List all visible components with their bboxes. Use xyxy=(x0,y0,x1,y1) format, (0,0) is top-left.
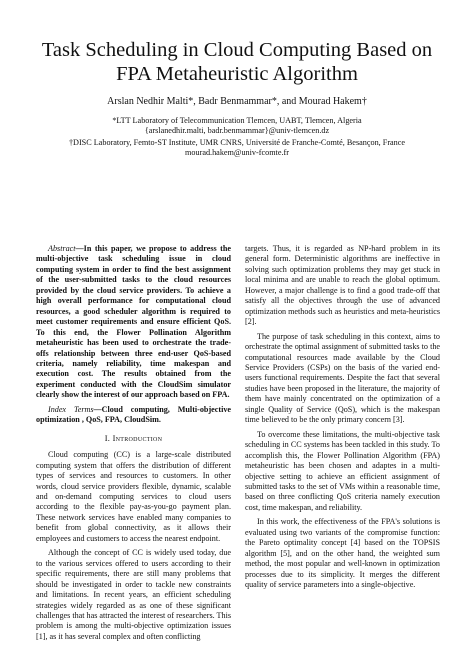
index-terms-label: Index Terms xyxy=(48,404,94,414)
affiliation-2-email: mourad.hakem@univ-fcomte.fr xyxy=(185,148,289,158)
intro-paragraph-1: Cloud computing (CC) is a large-scale distributed computing system that offers the distribution of different types of services and resources to customers. In other words, cloud service providers flexible, dynamic, scalable and on-demand computing services to cloud users according to the flexible pay-as-you-go payment plan. These network services have enabled many companies to benefit from global connectivity, as it allows their employees and customers to access the nearest endpoint. xyxy=(36,450,231,543)
abstract xyxy=(36,244,231,401)
intro-paragraph-2: Although the concept of CC is widely used today, due to the various services offered to users according to their specific requirements, there are still many problems that should be investigated in order to tackle new constraints and limitations. In recent years, an efficient scheduling strategies widely regarded as as one of these significant challenges that has attracted the interest of researchers. This problem is among the multi-objective optimization issues [1], as it has several complex and often conflicting xyxy=(36,548,231,641)
affiliation-1-email: {arslanedhir.malti, badr.benmammar}@univ-tlemcen.dz xyxy=(144,126,330,136)
intro-paragraph-4: To overcome these limitations, the multi-objective task scheduling in CC systems has been tackled in this study. To accomplish this, the Flower Pollination Algorithm (FPA) metaheuristic has been chosen and adaptes in a multi-objective setting to achieve an efficient assignment of submitted tasks to the set of VMs within a reasonable time, based on three conflicting QoS criteria namely execution cost, time makespan, and reliability. xyxy=(245,429,440,512)
left-column xyxy=(36,244,231,642)
author-list: Arslan Nedhir Malti*, Badr Benmammar*, and Mourad Hakem† xyxy=(107,96,367,107)
affiliation-1 xyxy=(0,116,474,137)
abstract-text: —In this paper, we propose to address the multi-objective task scheduling issue in cloud computing system in order to find the best assignment of the user-submitted tasks to the cloud resources provided by the cloud service providers. To achieve a high overall performance for computational cloud resources, a good scheduler algorithm is required to meet customer requirements and ensure efficient QoS. To this end, the Flower Pollination Algorithm metaheuristic has been used to orchestrate the trade-offs relationship between three end-user QoS-based criteria, namely reliability, time makespan and execution cost. The results obtained from the experiment conducted with the CloudSim simulator clearly show the interest of our approach based on FPA. xyxy=(36,244,231,400)
index-terms-text: —Cloud computing, Multi-objective optimization , QoS, FPA, CloudSim. xyxy=(36,404,231,425)
affiliation-2 xyxy=(0,138,474,159)
section-heading-introduction: I. Introduction xyxy=(104,433,163,443)
intro-paragraph-3: The purpose of task scheduling in this context, aims to orchestrate the optimal assignment of submitted tasks to the computational resources made available by the Cloud Service Providers (CSPs) on the basis of the varied end-users functional requirements. Despite the fact that several studies have been proposed in the literature, the majority of them have mainly concentrated on the optimization of a single Quality of Service (QoS), which is the makespan time believed to be the only primary concern [3]. xyxy=(245,331,440,425)
title-line-1: Task Scheduling in Cloud Computing Based on xyxy=(41,39,433,61)
abstract-label: Abstract xyxy=(48,244,76,253)
affiliation-1-institution: *LTT Laboratory of Telecommunication Tlemcen, UABT, Tlemcen, Algeria xyxy=(112,116,362,125)
title-line-2: FPA Metaheuristic Algorithm xyxy=(116,63,358,85)
intro-paragraph-5: In this work, the effectiveness of the FPA's solutions is evaluated using two variants of the compromise function: the Pareto optimality concept [4] based on the TOPSIS algorithm [5], and on the other hand, the weighted sum method, the most popular and well-known in optimization processes due to its simplicity. It merges the different quality of service parameters into a single-objective. xyxy=(245,517,440,590)
right-column xyxy=(245,244,440,591)
paper-title xyxy=(0,38,474,86)
index-terms xyxy=(36,405,231,426)
affiliation-2-institution: †DISC Laboratory, Femto-ST Institute, UMR CNRS, Université de Franche-Comté, Besançon, France xyxy=(68,138,406,147)
intro-paragraph-continued: targets. Thus, it is regarded as NP-hard problem in its general form. Deterministic algorithms are ineffective in solving such optimization problems they may get stuck in local minima and are unable to reach the global optimum. However, a major challenge is to find a good trade-off that satisfy all the objectives through the use of advanced optimization methods such as heuristics and meta-heuristics [2]. xyxy=(245,244,440,327)
